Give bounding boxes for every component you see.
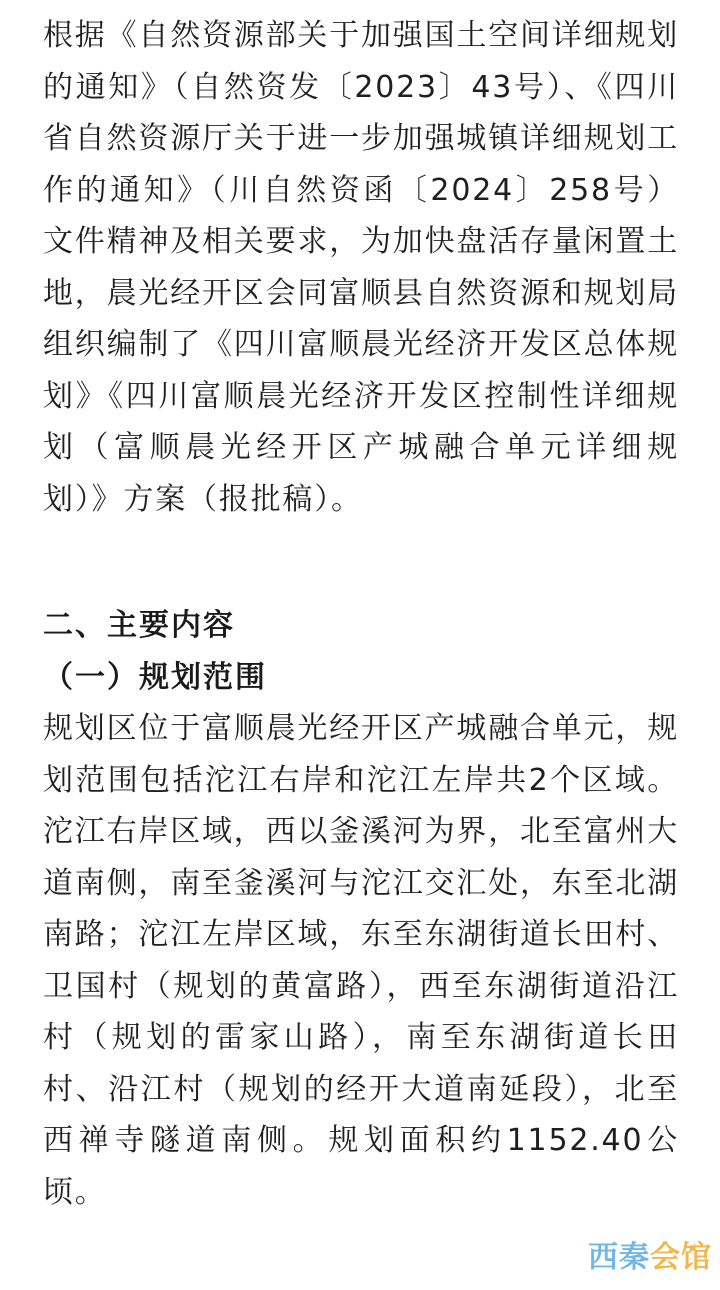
scope-paragraph: 规划区位于富顺晨光经开区产城融合单元，规划范围包括沱江右岸和沱江左岸共2个区域。沱江右岸区域，西以釜溪河为界，北至富州大道南侧，南至釜溪河与沱江交汇处，东至北湖南路；沱江左岸区域，东至东湖街道长田村、卫国村（规划的黄富路），西至东湖街道沿江村（规划的雷家山路），南至东湖街道长田村、沿江村（规划的经开大道南延段），北至西禅寺隧道南侧。规划面积约1152.40公顷。 [43,711,679,1210]
subsection-heading: （一）规划范围 [43,659,267,695]
section-heading: 二、主要内容 [43,608,235,643]
watermark-text-part-2: 会馆 [650,1240,712,1275]
watermark-logo [588,1232,712,1276]
watermark-text-part-1: 西秦 [588,1240,650,1275]
intro-paragraph: 根据《自然资源部关于加强国土空间详细规划的通知》（自然资发〔2023〕43号）、《四川省自然资源厅关于进一步加强城镇详细规划工作的通知》（川自然资函〔2024〕258号）文件精神及相关要求，为加快盘活存量闲置土地，晨光经开区会同富顺县自然资源和规划局组织编制了《四川富顺晨光经济开发区总体规划》《四川富顺晨光经济开发区控制性详细规划（富顺晨光经开区产城融合单元详细规划）》方案（报批稿）。 [43,18,679,517]
article-body [43,10,679,1218]
